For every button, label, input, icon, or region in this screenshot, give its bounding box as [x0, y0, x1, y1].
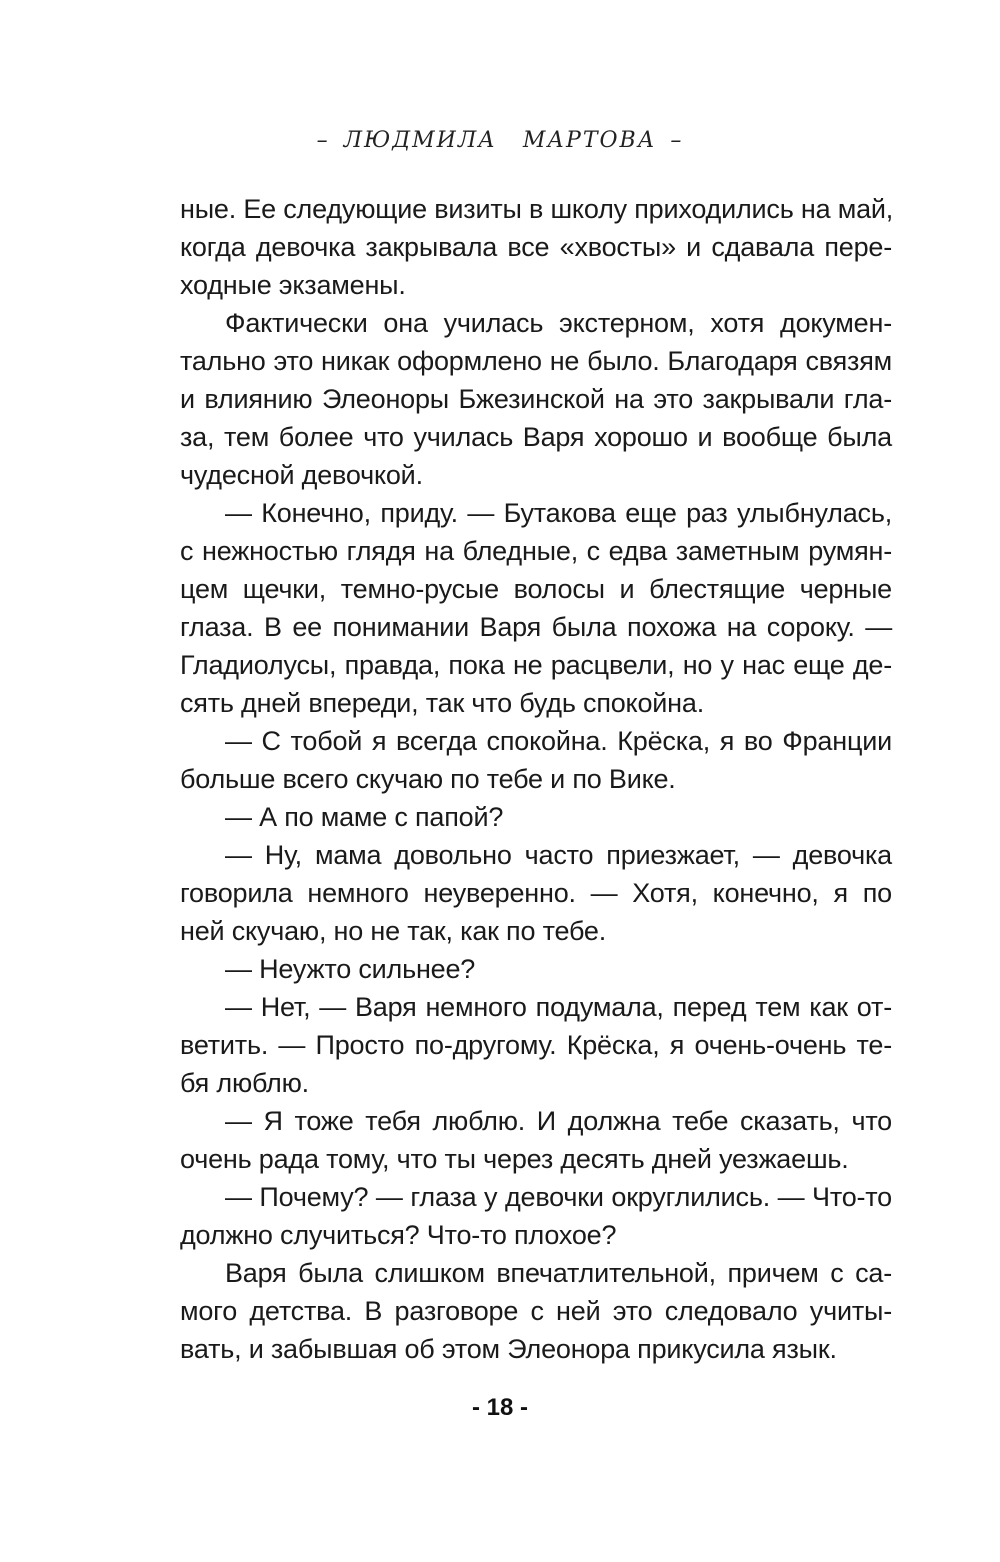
text-line: ветить. — Просто по-другому. Крёска, я очень-очень те- [180, 1030, 892, 1060]
text-line: сять дней впереди, так что будь спокойна. [180, 688, 704, 718]
text-line: больше всего скучаю по тебе и по Вике. [180, 764, 676, 794]
text-line: Гладиолусы, правда, пока не расцвели, но у нас еще де- [180, 650, 892, 680]
text-line: ные. Ее следующие визиты в школу приходились на май, [180, 194, 894, 224]
text-line: очень рада тому, что ты через десять дней уезжаешь. [180, 1144, 849, 1174]
running-head [0, 128, 1000, 153]
text-line: говорила немного неуверенно. — Хотя, конечно, я по [180, 878, 892, 908]
body-text [180, 190, 892, 1368]
text-line: когда девочка закрывала все «хвосты» и сдавала пере- [180, 232, 892, 262]
text-line: Варя была слишком впечатлительной, причем с са- [225, 1258, 892, 1288]
text-line: — Почему? — глаза у девочки округлились. — Что-то [225, 1182, 892, 1212]
text-line: ходные экзамены. [180, 270, 406, 300]
text-line: — Нет, — Варя немного подумала, перед тем как от- [225, 992, 892, 1022]
text-line: — С тобой я всегда спокойна. Крёска, я во Франции [225, 726, 892, 756]
text-line: с нежностью глядя на бледные, с едва заметным румян- [180, 536, 892, 566]
text-line: и влиянию Элеоноры Бжезинской на это закрывали гла- [180, 384, 892, 414]
text-line: Фактически она училась экстерном, хотя докумен- [225, 308, 892, 338]
text-line: бя люблю. [180, 1068, 309, 1098]
text-line: цем щечки, темно-русые волосы и блестящие черные [180, 574, 892, 604]
text-line: — Неужто сильнее? [225, 954, 476, 984]
page-number: - 18 - [471, 1394, 528, 1421]
text-line: вать, и забывшая об этом Элеонора прикусила язык. [180, 1334, 837, 1364]
text-line: чудесной девочкой. [180, 460, 423, 490]
header-author-last-name: МАРТОВА [522, 128, 657, 153]
text-line: — А по маме с папой? [225, 802, 504, 832]
text-line: тально это никак оформлено не было. Благодаря связям [180, 346, 892, 376]
text-line: — Ну, мама довольно часто приезжает, — девочка [225, 840, 892, 870]
header-author-first-name: ЛЮДМИЛА [343, 128, 497, 153]
header-dash-right: – [670, 128, 684, 153]
text-line: глаза. В ее понимании Варя была похожа на сороку. — [180, 612, 892, 642]
header-dash-left: – [316, 128, 330, 153]
text-line: мого детства. В разговоре с ней это следовало учиты- [180, 1296, 892, 1326]
text-line: за, тем более что училась Варя хорошо и вообще была [180, 422, 892, 452]
text-line: — Я тоже тебя люблю. И должна тебе сказать, что [225, 1106, 892, 1136]
text-line: ней скучаю, но не так, как по тебе. [180, 916, 607, 946]
text-line: должно случиться? Что-то плохое? [180, 1220, 617, 1250]
text-line: — Конечно, приду. — Бутакова еще раз улыбнулась, [225, 498, 892, 528]
